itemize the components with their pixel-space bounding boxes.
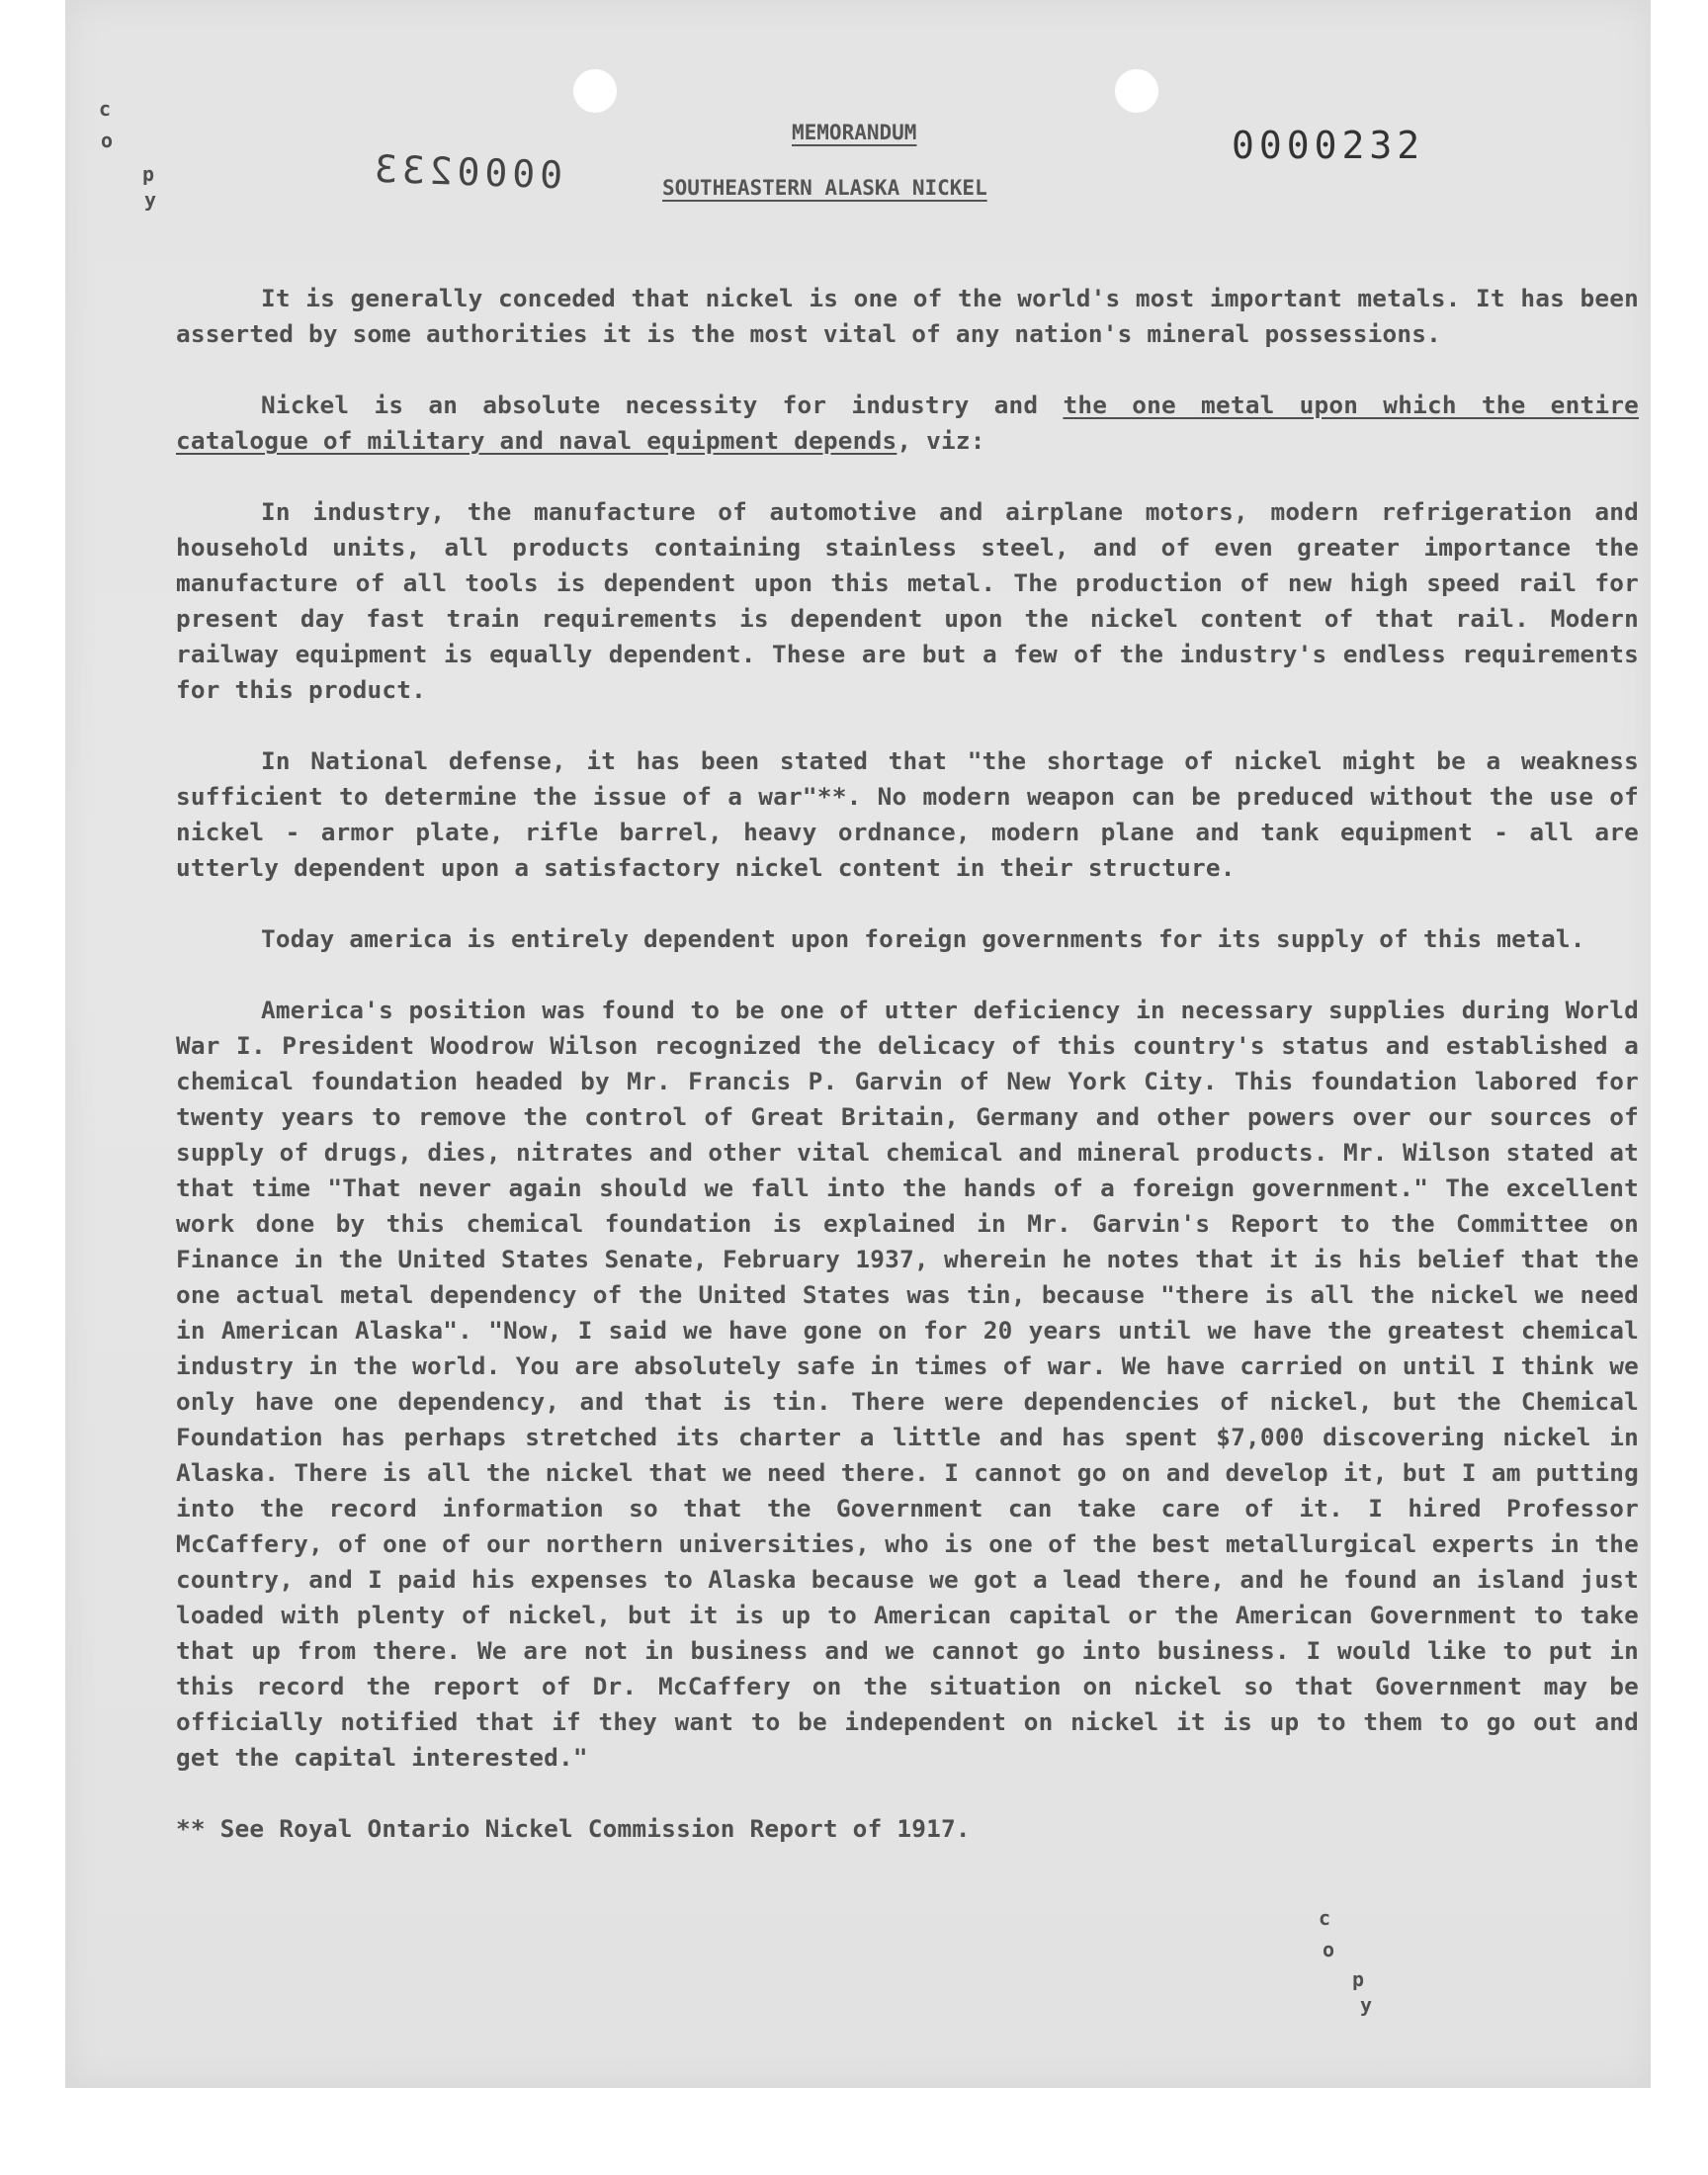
- subject-heading: SOUTHEASTERN ALASKA NICKEL: [662, 176, 987, 200]
- punch-hole: [573, 69, 617, 113]
- copy-stamp-letter: y: [1360, 1993, 1373, 2017]
- document-number-mirrored: 0000233: [369, 146, 563, 198]
- copy-stamp-letter: o: [101, 129, 114, 152]
- copy-stamp-letter: p: [142, 162, 155, 186]
- copy-stamp-letter: p: [1352, 1967, 1365, 1991]
- paragraph: [176, 388, 1639, 459]
- paragraph: In industry, the manufacture of automotive and airplane motors, modern refrigeration and household units, all products containing stainless steel, and of even greater importance the manufacture of all tools is dependent upon this metal. The production of new high speed rail for present day fast train requirements is dependent upon the nickel content of that rail. Modern railway equipment is equally dependent. These are but a few of the industry's endless requirements for this product.: [176, 497, 1639, 704]
- copy-stamp-letter: o: [1323, 1938, 1335, 1961]
- memo-body: [176, 281, 1639, 1847]
- paragraph: It is generally conceded that nickel is one of the world's most important metals. It has been asserted by some authorities it is the most vital of any nation's mineral possessions.: [176, 284, 1639, 348]
- copy-stamp-letter: y: [144, 188, 157, 212]
- paragraph: America's position was found to be one of utter deficiency in necessary supplies during World War I. President Woodrow Wilson recognized the delicacy of this country's status and established a chemical foundation headed by Mr. Francis P. Garvin of New York City. This foundation labored for twenty years to remove the control of Great Britain, Germany and other powers over our sources of supply of drugs, dies, nitrates and other vital chemical and mineral products. Mr. Wilson stated at that time "That never again should we fall into the hands of a foreign government." The excellent work done by this chemical foundation is explained in Mr. Garvin's Report to the Committee on Finance in the United States Senate, February 1937, wherein he notes that it is his belief that the one actual metal dependency of the United States was tin, because "there is all the nickel we need in American Alaska". "Now, I said we have gone on for 20 years until we have the greatest chemical industry in the world. You are absolutely safe in times of war. We have carried on until I think we only have one dependency, and that is tin. There were dependencies of nickel, but the Chemical Foundation has perhaps stretched its charter a little and has spent $7,000 discovering nickel in Alaska. There is all the nickel that we need there. I cannot go on and develop it, but I am putting into the record information so that the Government can take care of it. I hired Professor McCaffery, of one of our northern universities, who is one of the best metallurgical experts in the country, and I paid his expenses to Alaska because we got a lead there, and he found an island just loaded with plenty of nickel, but it is up to American capital or the American Government to take that up from there. We are not in business and we cannot go into business. I would like to put in this record the report of Dr. McCaffery on the situation on nickel so that Government may be officially notified that if they want to be independent on nickel it is up to them to go out and get the capital interested.": [176, 996, 1639, 1772]
- paragraph: In National defense, it has been stated that "the shortage of nickel might be a weakness sufficient to determine the issue of a war"**. No modern weapon can be preduced without the use of nickel - armor plate, rifle barrel, heavy ordnance, modern plane and tank equipment - all are utterly dependent upon a satisfactory nickel content in their structure.: [176, 746, 1639, 882]
- memorandum-heading: MEMORANDUM: [792, 121, 917, 144]
- document-page: [65, 0, 1651, 2088]
- paragraph: Today america is entirely dependent upon foreign governments for its supply of this metal.: [261, 924, 1585, 953]
- paragraph-text: , viz:: [897, 426, 985, 455]
- paragraph-text: Nickel is an absolute necessity for industry and: [261, 391, 1064, 419]
- footnote: ** See Royal Ontario Nickel Commission Report of 1917.: [176, 1814, 971, 1843]
- punch-hole: [1115, 69, 1158, 113]
- copy-stamp-letter: c: [99, 97, 112, 121]
- copy-stamp-letter: c: [1319, 1906, 1331, 1930]
- underlined-phrase: the one metal upon which the entire catalogue of military and naval equipment depends: [176, 391, 1639, 455]
- document-number: 0000232: [1232, 124, 1425, 167]
